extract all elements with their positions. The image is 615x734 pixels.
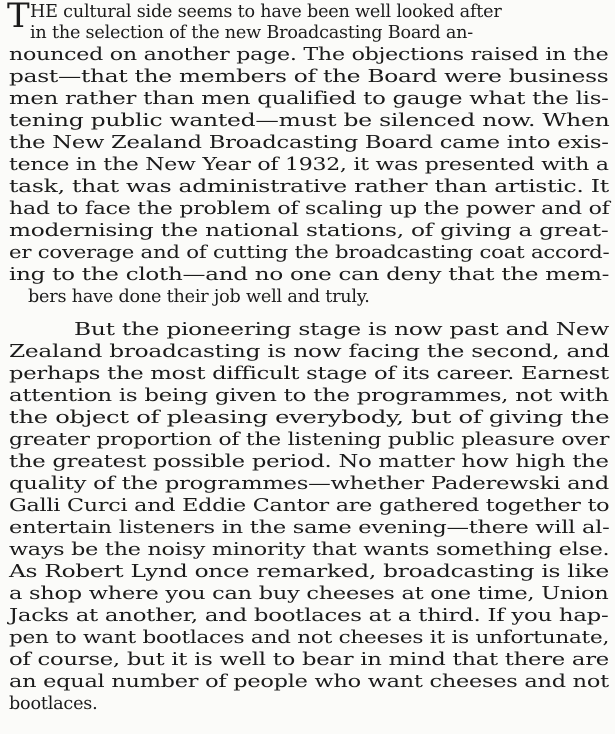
para1-line-8: tence in the New Year of 1932, it was presented with a [9, 155, 609, 175]
para2-line-17: an equal number of people who want cheeses and not [9, 672, 609, 692]
para2-line-8: quality of the programmes—whether Paderewski and [9, 474, 610, 494]
para2-line-12: As Robert Lynd once remarked, broadcasting is like [9, 562, 609, 582]
para1-line-14: bers have done their job well and truly. [28, 287, 370, 307]
para1-line-4: past—that the members of the Board were business [9, 67, 609, 87]
para2-line-18: bootlaces. [9, 694, 98, 714]
drop-cap: T [7, 0, 30, 36]
para2-line-5: the object of pleasing everybody, but of giving the [9, 408, 610, 428]
para1-line-13: ing to the cloth—and no one can deny that the mem- [9, 265, 610, 285]
para2-line-6: greater proportion of the listening public pleasure over [9, 430, 610, 450]
para1-line-12: er coverage and of cutting the broadcasting coat accord- [9, 243, 610, 263]
para1-line-11: modernising the national stations, of giving a great- [9, 221, 609, 241]
para1-line-1: HE cultural side seems to have been well looked after [30, 2, 502, 22]
para1-line-3: nounced on another page. The objections raised in the [9, 45, 609, 65]
para2-line-9: Galli Curci and Eddie Cantor are gathered together to [9, 496, 610, 516]
para2-line-16: of course, but it is well to bear in mind that there are [9, 650, 609, 670]
para2-line-15: pen to want bootlaces and not cheeses it is unfortunate, [9, 628, 610, 648]
para2-line-13: a shop where you can buy cheeses at one time, Union [9, 584, 609, 604]
para1-line-7: the New Zealand Broadcasting Board came into exis- [9, 133, 609, 153]
para1-line-2: in the selection of the new Broadcasting Board an- [30, 23, 473, 43]
para2-line-10: entertain listeners in the same evening—there will al- [9, 518, 610, 538]
para1-line-10: had to face the problem of scaling up the power and of [9, 199, 610, 219]
para2-line-4: attention is being given to the programmes, not with [9, 386, 609, 406]
para2-line-3: perhaps the most difficult stage of its career. Earnest [9, 364, 609, 384]
para1-line-9: task, that was administrative rather than artistic. It [9, 177, 609, 197]
para1-line-5: men rather than men qualified to gauge what the lis- [9, 89, 609, 109]
para2-line-14: Jacks at another, and bootlaces at a third. If you hap- [9, 606, 609, 626]
para2-line-11: ways be the noisy minority that wants something else. [9, 540, 610, 560]
para2-line-2: Zealand broadcasting is now facing the second, and [9, 342, 610, 362]
para2-line-1: But the pioneering stage is now past and New [74, 320, 610, 340]
para2-line-7: the greatest possible period. No matter how high the [9, 452, 609, 472]
para1-line-6: tening public wanted—must be silenced now. When [9, 111, 610, 131]
